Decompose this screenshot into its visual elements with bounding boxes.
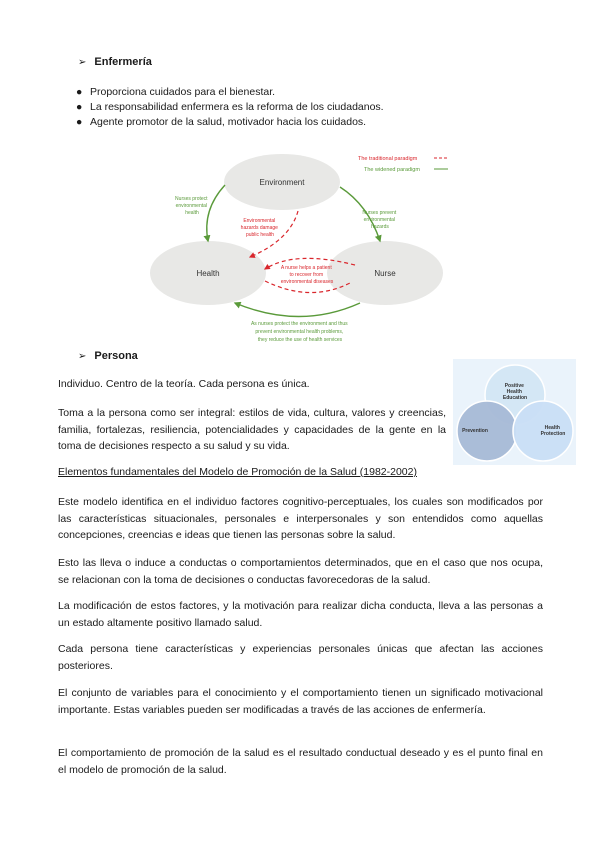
red-annotation-center: A nurse helps a patient to recover from environmental diseases <box>280 265 334 285</box>
venn-label-prevention: Prevention <box>462 428 488 434</box>
legend-widened: The widened paradigm <box>364 167 420 173</box>
section-paragraph-3: La modificación de estos factores, y la motivación para realizar dicha conducta, lleva a las personas a un estado altamente positivo llamado salud. <box>58 600 543 629</box>
list-item: ● Proporciona cuidados para el bienestar. <box>76 86 276 98</box>
red-annotation-top: Environmental hazards damage public health <box>240 218 278 238</box>
section-paragraph-2: Esto las lleva o induce a conductas o comportamientos determinados, que en el caso que nos ocupa, se relacionan con la toma de decisiones o conductas favorecedoras de la salud. <box>58 557 543 586</box>
enfermeria-heading <box>78 56 152 68</box>
list-item: ● La responsabilidad enfermera es la reforma de los ciudadanos. <box>76 101 384 113</box>
health-label: Health <box>196 269 220 278</box>
green-annotation-right: Nurses prevent environmental hazards <box>362 210 397 230</box>
venn-label-education: Positive Health Education <box>502 383 528 401</box>
section-paragraph-5: El conjunto de variables para el conocimiento y el comportamiento tienen un significado motivacional importante. Estas variables pueden ser modificadas a través de las acciones de enfermería. <box>58 687 543 716</box>
paradigm-diagram <box>150 145 452 347</box>
arrow-bullet-icon: ➢ <box>78 56 87 68</box>
persona-paragraph-1: Individuo. Centro de la teoría. Cada persona es única. <box>58 378 310 390</box>
section-paragraph-4: Cada persona tiene características y experiencias personales únicas que afectan las acciones posteriores. <box>58 643 543 672</box>
bullet-dot-icon: ● <box>76 86 83 98</box>
enfermeria-heading-text: Enfermería <box>94 56 152 68</box>
list-item: ● Agente promotor de la salud, motivador hacia los cuidados. <box>76 116 367 128</box>
nurse-label: Nurse <box>374 269 396 278</box>
environment-label: Environment <box>259 178 305 187</box>
health-promotion-venn-diagram <box>453 359 576 465</box>
persona-heading-text: Persona <box>94 350 138 362</box>
green-annotation-bottom: As nurses protect the environment and thus prevent environmental health problems, they reduce the use of health services <box>250 321 348 343</box>
bullet-dot-icon: ● <box>76 101 83 113</box>
section-paragraph-6: El comportamiento de promoción de la salud es el resultado conductual deseado y es el punto final en el modelo de promoción de la salud. <box>58 747 543 776</box>
legend-traditional: The traditional paradigm <box>358 156 418 162</box>
enfermeria-bullet-list <box>76 85 496 130</box>
section-paragraph-1: Este modelo identifica en el individuo factores cognitivo-perceptuales, los cuales son modificados por las características situacionales, personales e interpersonales y son entendidos como aquellas concepciones, creencias e ideas que tienen las personas sobre la salud. <box>58 496 543 541</box>
green-arrow-nurse-health <box>235 303 360 317</box>
green-annotation-left: Nurses protect environmental health <box>175 196 208 216</box>
green-arrow-env-health <box>207 185 225 241</box>
section-subtitle: Elementos fundamentales del Modelo de Promoción de la Salud (1982-2002) <box>58 466 417 478</box>
persona-heading <box>78 350 138 362</box>
persona-paragraph-2: Toma a la persona como ser integral: estilos de vida, cultura, valores y creencias, familia, fortalezas, resiliencia, potencialidades y capacidades de la gente en la toma de decisiones respecto a su salud y su vida. <box>58 407 446 452</box>
bullet-dot-icon: ● <box>76 116 83 128</box>
arrow-bullet-icon: ➢ <box>78 350 87 362</box>
venn-label-protection: Health Protection <box>540 425 566 437</box>
